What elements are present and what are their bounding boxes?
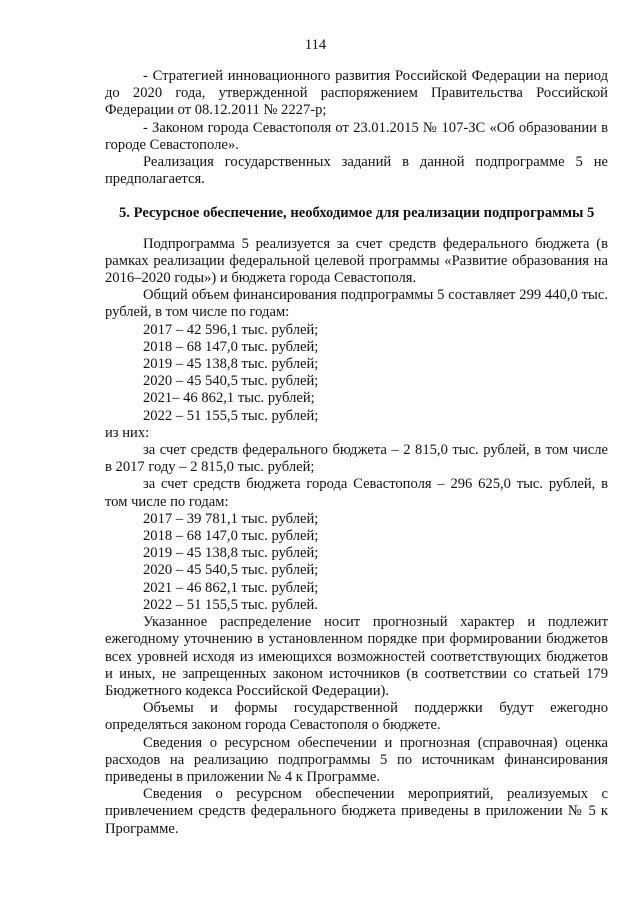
- total-by-year-list: [105, 322, 608, 425]
- year-line: 2017 – 39 781,1 тыс. рублей;: [143, 510, 319, 527]
- document-body: [105, 68, 608, 838]
- intro-item: - Законом города Севастополя от 23.01.2015 № 107-ЗС «Об образовании в городе Севастополе».: [105, 119, 608, 153]
- year-line: 2017 – 42 596,1 тыс. рублей;: [143, 321, 319, 338]
- year-line: 2020 – 45 540,5 тыс. рублей;: [143, 373, 319, 390]
- total-volume: Общий объем финансирования подпрограммы 5 составляет 299 440,0 тыс. рублей, в том числе по годам:: [105, 287, 608, 321]
- year-line: 2018 – 68 147,0 тыс. рублей;: [143, 528, 319, 545]
- year-line: 2021 – 46 862,1 тыс. рублей;: [143, 579, 319, 596]
- closing-paragraph: Объемы и формы государственной поддержки будут ежегодно определяться законом города Севастополя о бюджете.: [105, 700, 608, 734]
- of-them-label: из них:: [105, 424, 150, 441]
- section-heading: 5. Ресурсное обеспечение, необходимое для реализации подпрограммы 5: [119, 205, 595, 222]
- city-by-year-list: [105, 511, 608, 614]
- year-line: 2021– 46 862,1 тыс. рублей;: [143, 390, 315, 407]
- closing-paragraph: Сведения о ресурсном обеспечении и прогнозная (справочная) оценка расходов на реализацию подпрограммы 5 по источникам финансирования приведены в приложении № 4 к Программе.: [105, 734, 608, 785]
- page-number: 114: [304, 37, 327, 53]
- year-line: 2022 – 51 155,5 тыс. рублей;: [143, 407, 319, 424]
- closing-paragraph: Сведения о ресурсном обеспечении мероприятий, реализуемых с привлечением средств федерального бюджета приведены в приложении № 5 к Программе.: [105, 786, 608, 837]
- tasks-note: Реализация государственных заданий в данной подпрограмме 5 не предполагается.: [105, 154, 608, 188]
- year-line: 2019 – 45 138,8 тыс. рублей;: [143, 356, 319, 373]
- closing-paragraph: Указанное распределение носит прогнозный характер и подлежит ежегодному уточнению в установленном порядке при формировании бюджетов всех уровней исходя из имеющихся возможностей соответствующих бюджетов и иных, не запрещенных законом источников (в соответствии со статьей 179 Бюджетного кодекса Российской Федерации).: [105, 614, 608, 699]
- intro-item: - Стратегией инновационного развития Российской Федерации на период до 2020 года, утвержденной распоряжением Правительства Российской Федерации от 08.12.2011 № 2227-р;: [105, 68, 608, 119]
- year-line: 2020 – 45 540,5 тыс. рублей;: [143, 562, 319, 579]
- year-line: 2018 – 68 147,0 тыс. рублей;: [143, 338, 319, 355]
- financing-intro: Подпрограмма 5 реализуется за счет средств федерального бюджета (в рамках реализации федеральной целевой программы «Развитие образования на 2016–2020 годы») и бюджета города Севастополя.: [105, 235, 608, 287]
- city-budget: за счет средств бюджета города Севастополя – 296 625,0 тыс. рублей, в том числе по годам:: [105, 476, 608, 510]
- federal-budget: за счет средств федерального бюджета – 2 815,0 тыс. рублей, в том числе в 2017 году – 2 815,0 тыс. рублей;: [105, 442, 608, 476]
- year-line: 2019 – 45 138,8 тыс. рублей;: [143, 545, 319, 562]
- year-line: 2022 – 51 155,5 тыс. рублей.: [143, 596, 318, 613]
